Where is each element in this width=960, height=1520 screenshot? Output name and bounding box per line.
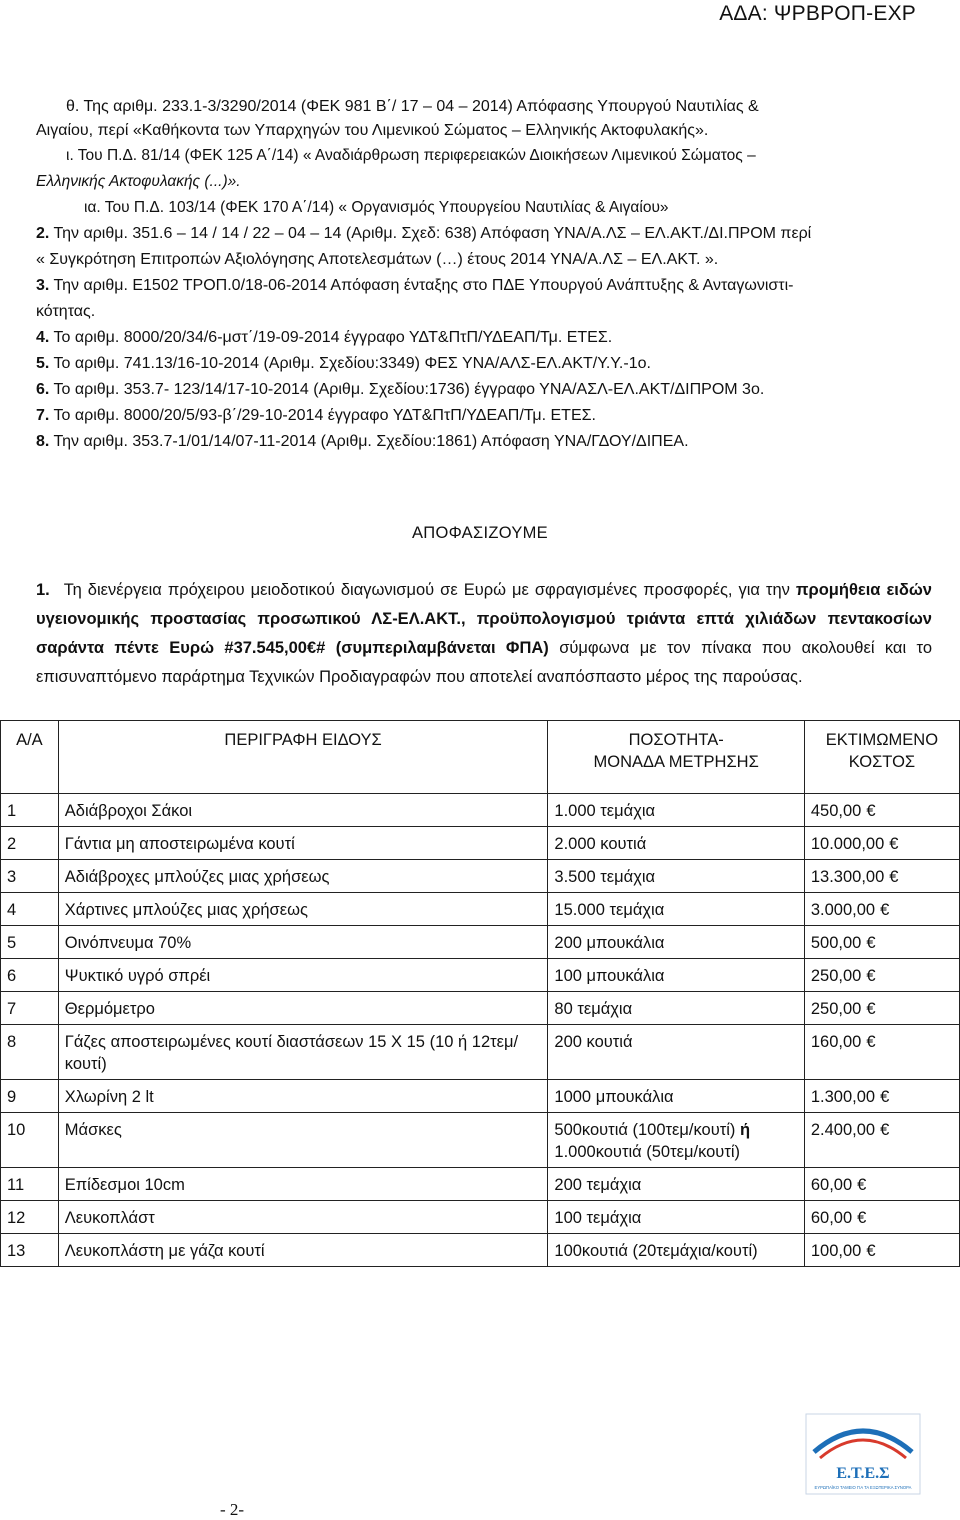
paragraph-1-text-b: σύμφωνα με τον πίνακα που ακολουθεί και το επισυναπτόμενο παράρτημα Τεχνικών Προδιαγραφών που αποτελεί αναπόσπαστο μέρος της παρούσας. [36, 639, 932, 686]
row-description: Θερμόμετρο [58, 992, 548, 1025]
ref-iota [36, 143, 928, 169]
ref-7-num: 7. [36, 407, 50, 424]
row-quantity [548, 1168, 804, 1201]
header-description: ΠΕΡΙΓΡΑΦΗ ΕΙΔΟΥΣ [58, 721, 548, 794]
row-number: 10 [1, 1113, 59, 1168]
row-cost [804, 992, 959, 1025]
row-description: Λευκοπλάστη με γάζα κουτί [58, 1234, 548, 1267]
row-cost-value: 2.400,00 [810, 1121, 876, 1139]
row-quantity-value: 3.500 τεμάχια [554, 868, 656, 886]
table-body [1, 794, 960, 1267]
row-cost-value: 250,00 [810, 967, 862, 985]
table-header-row [1, 721, 960, 794]
decision-heading: ΑΠΟΦΑΣΙΖΟΥΜΕ [412, 524, 548, 542]
ref-4-num: 4. [36, 329, 50, 346]
row-cost-currency: € [880, 1121, 890, 1139]
row-number: 5 [1, 926, 59, 959]
table-row [1, 1201, 960, 1234]
header-cost [804, 721, 959, 794]
table-row [1, 959, 960, 992]
ref-3-text: Την αριθμ. Ε1502 ΤΡΟΠ.0/18-06-2014 Απόφαση ένταξης στο ΠΔΕ Υπουργού Ανάπτυξης & Ανταγωνιστι- [53, 277, 794, 294]
row-quantity-value: 1.000 τεμάχια [554, 802, 656, 820]
row-description: Αδιάβροχοι Σάκοι [58, 794, 548, 827]
row-cost-currency: € [880, 901, 890, 919]
row-cost-currency: € [889, 835, 899, 853]
row-description: Επίδεσμοι 10cm [58, 1168, 548, 1201]
ref-7 [36, 403, 928, 429]
paragraph-1-num: 1. [36, 581, 50, 599]
row-cost-currency: € [866, 967, 876, 985]
ref-iota-text: ι. Του Π.Δ. 81/14 (ΦΕΚ 125 Α΄/14) « Αναδιάρθρωση περιφερειακών Διοικήσεων Λιμενικού Σώματος – [66, 147, 756, 164]
ref-2-text: Την αριθμ. 351.6 – 14 / 14 / 22 – 04 – 14 (Αριθμ. Σχεδ: 638) Απόφαση ΥΝΑ/Α.ΛΣ – ΕΛ.ΑΚΤ./ΔΙ.ΠΡΟΜ περί [53, 225, 812, 242]
ref-6-num: 6. [36, 381, 50, 398]
row-quantity-or: ή [740, 1121, 751, 1139]
row-quantity [548, 1080, 804, 1113]
table-row [1, 1168, 960, 1201]
ref-ia: ια. Του Π.Δ. 103/14 (ΦΕΚ 170 Α΄/14) « Οργανισμός Υπουργείου Ναυτιλίας & Αιγαίου» [84, 199, 669, 216]
row-description: Αδιάβροχες μπλούζες μιας χρήσεως [58, 860, 548, 893]
row-cost [804, 959, 959, 992]
row-cost-currency: € [866, 1000, 876, 1018]
row-cost-currency: € [866, 1033, 876, 1051]
ref-8 [36, 429, 928, 455]
row-number: 7 [1, 992, 59, 1025]
ref-theta: θ. Της αριθμ. 233.1-3/3290/2014 (ΦΕΚ 981 Β΄/ 17 – 04 – 2014) Απόφασης Υπουργού Ναυτιλίας & [66, 98, 759, 115]
ref-theta-cont: Αιγαίου, περί «Καθήκοντα των Υπαρχηγών του Λιμενικού Σώματος – Ελληνικής Ακτοφυλακής». [36, 122, 709, 139]
row-cost [804, 926, 959, 959]
row-quantity [548, 827, 804, 860]
row-cost [804, 1080, 959, 1113]
row-cost [804, 1201, 959, 1234]
row-cost-value: 3.000,00 [810, 901, 876, 919]
row-cost-currency: € [857, 1209, 867, 1227]
table-row [1, 794, 960, 827]
ref-8-num: 8. [36, 433, 50, 450]
header-cost-l1: ΕΚΤΙΜΩΜΕΝΟ [825, 731, 939, 749]
ref-3-cont: κότητας. [36, 303, 96, 320]
table-row [1, 827, 960, 860]
row-cost [804, 1113, 959, 1168]
ref-2-num: 2. [36, 225, 50, 242]
logo-text: Ε.Τ.Ε.Σ [836, 1465, 890, 1482]
row-number: 8 [1, 1025, 59, 1080]
table-row [1, 1234, 960, 1267]
row-quantity-value: 15.000 τεμάχια [554, 901, 665, 919]
ada-code: ΑΔΑ: ΨΡΒΡΟΠ-ΕΧΡ [719, 2, 916, 25]
row-quantity [548, 1025, 804, 1080]
row-cost [804, 860, 959, 893]
ref-3-num: 3. [36, 277, 50, 294]
row-number: 6 [1, 959, 59, 992]
row-number: 2 [1, 827, 59, 860]
row-cost-value: 1.300,00 [810, 1088, 876, 1106]
row-quantity-value: 500κουτιά (100τεμ/κουτί) [554, 1121, 736, 1139]
row-quantity [548, 959, 804, 992]
row-cost-value: 500,00 [810, 934, 862, 952]
row-quantity-value: 200 κουτιά [554, 1033, 633, 1051]
row-cost-value: 13.300,00 [810, 868, 885, 886]
row-description: Γάντια μη αποστειρωμένα κουτί [58, 827, 548, 860]
row-quantity-value: 200 τεμάχια [554, 1176, 642, 1194]
ref-4-text: Το αριθμ. 8000/20/34/6-μστ΄/19-09-2014 έγγραφο ΥΔΤ&ΠτΠ/ΥΔΕΑΠ/Τμ. ΕΤΕΣ. [53, 329, 613, 346]
row-number: 1 [1, 794, 59, 827]
etes-logo [804, 1412, 922, 1496]
row-quantity [548, 794, 804, 827]
paragraph-1-bold-b: , προϋπολογισμού τριάντα επτά χιλιάδων πεντακοσίων σαράντα πέντε Ευρώ #37.545,00€# (συμπεριλαμβάνεται ΦΠΑ) [36, 610, 932, 657]
ref-6-text: Το αριθμ. 353.7- 123/14/17-10-2014 (Αριθμ. Σχεδίου:1736) έγγραφο ΥΝΑ/ΑΣΛ-ΕΛ.ΑΚΤ/ΔΙΠΡΟΜ 3ο. [53, 381, 765, 398]
header-quantity [548, 721, 804, 794]
row-quantity-value: 2.000 κουτιά [554, 835, 647, 853]
row-number: 3 [1, 860, 59, 893]
row-number: 11 [1, 1168, 59, 1201]
row-cost-currency: € [857, 1176, 867, 1194]
ref-8-text: Την αριθμ. 353.7-1/01/14/07-11-2014 (Αριθμ. Σχεδίου:1861) Απόφαση ΥΝΑ/ΓΔΟΥ/ΔΙΠΕΑ. [53, 433, 689, 450]
row-cost-value: 100,00 [810, 1242, 862, 1260]
table-row [1, 893, 960, 926]
ref-7-text: Το αριθμ. 8000/20/5/93-β΄/29-10-2014 έγγραφο ΥΔΤ&ΠτΠ/ΥΔΕΑΠ/Τμ. ΕΤΕΣ. [53, 407, 596, 424]
header-quantity-l1: ΠΟΣΟΤΗΤΑ- [628, 731, 724, 749]
row-quantity-value: 1000 μπουκάλια [554, 1088, 674, 1106]
row-quantity-value: 100κουτιά (20τεμάχια/κουτί) [554, 1242, 758, 1260]
row-description: Οινόπνευμα 70% [58, 926, 548, 959]
ref-5-text: Το αριθμ. 741.13/16-10-2014 (Αριθμ. Σχεδίου:3349) ΦΕΣ ΥΝΑ/ΑΛΣ-ΕΛ.ΑΚΤ/Υ.Υ.-1ο. [53, 355, 651, 372]
ref-iota-cont: Ελληνικής Ακτοφυλακής (...)». [36, 173, 241, 190]
row-cost [804, 827, 959, 860]
row-quantity-value: 80 τεμάχια [554, 1000, 633, 1018]
row-quantity-value: 200 μπουκάλια [554, 934, 665, 952]
row-quantity-value: 100 μπουκάλια [554, 967, 665, 985]
row-quantity [548, 992, 804, 1025]
row-quantity [548, 1234, 804, 1267]
row-number: 9 [1, 1080, 59, 1113]
table-row [1, 1025, 960, 1080]
row-cost-currency: € [889, 868, 899, 886]
references-list [36, 95, 928, 455]
table-row [1, 1113, 960, 1168]
row-quantity [548, 1113, 804, 1168]
row-description: Μάσκες [58, 1113, 548, 1168]
row-cost-currency: € [866, 802, 876, 820]
row-description: Χλωρίνη 2 lt [58, 1080, 548, 1113]
row-number: 12 [1, 1201, 59, 1234]
logo-subtext: ΕΥΡΩΠΑΪΚΟ ΤΑΜΕΙΟ ΓΙΑ ΤΑ ΕΞΩΤΕΡΙΚΑ ΣΥΝΟΡΑ [814, 1485, 912, 1490]
row-number: 4 [1, 893, 59, 926]
row-description: Γάζες αποστειρωμένες κουτί διαστάσεων 15 Χ 15 (10 ή 12τεμ/κουτί) [58, 1025, 548, 1080]
ref-2 [36, 221, 928, 247]
paragraph-1 [36, 576, 932, 692]
row-cost [804, 1234, 959, 1267]
row-description: Ψυκτικό υγρό σπρέι [58, 959, 548, 992]
header-quantity-l2: ΜΟΝΑΔΑ ΜΕΤΡΗΣΗΣ [593, 753, 759, 771]
row-quantity [548, 893, 804, 926]
row-cost-value: 60,00 [810, 1209, 853, 1227]
table-row [1, 992, 960, 1025]
row-cost-currency: € [866, 934, 876, 952]
row-cost [804, 893, 959, 926]
page-number: - 2- [220, 1500, 245, 1519]
ref-2-cont: « Συγκρότηση Επιτροπών Αξιολόγησης Αποτελεσμάτων (…) έτους 2014 ΥΝΑ/Α.ΛΣ – ΕΛ.ΑΚΤ. ». [36, 251, 719, 268]
row-quantity [548, 1201, 804, 1234]
ref-3 [36, 273, 928, 299]
row-description: Χάρτινες μπλούζες μιας χρήσεως [58, 893, 548, 926]
ref-6 [36, 377, 928, 403]
header-aa: Α/Α [1, 721, 59, 794]
row-cost-value: 250,00 [810, 1000, 862, 1018]
ref-5-num: 5. [36, 355, 50, 372]
items-table [0, 720, 960, 1267]
row-cost-currency: € [880, 1088, 890, 1106]
paragraph-1-text-a: Τη διενέργεια πρόχειρου μειοδοτικού διαγωνισμού σε Ευρώ με σφραγισμένες προσφορές, για την [63, 581, 790, 599]
row-cost-value: 160,00 [810, 1033, 862, 1051]
header-cost-l2: ΚΟΣΤΟΣ [848, 753, 916, 771]
row-cost-value: 10.000,00 [810, 835, 885, 853]
row-cost-value: 450,00 [810, 802, 862, 820]
table-row [1, 860, 960, 893]
table-row [1, 1080, 960, 1113]
row-description: Λευκοπλάστ [58, 1201, 548, 1234]
ref-4 [36, 325, 928, 351]
row-cost [804, 1025, 959, 1080]
row-cost [804, 1168, 959, 1201]
row-number: 13 [1, 1234, 59, 1267]
table-row [1, 926, 960, 959]
ref-5 [36, 351, 928, 377]
row-quantity-value: 100 τεμάχια [554, 1209, 642, 1227]
row-quantity [548, 926, 804, 959]
row-cost-currency: € [866, 1242, 876, 1260]
row-cost [804, 794, 959, 827]
row-cost-value: 60,00 [810, 1176, 853, 1194]
row-quantity [548, 860, 804, 893]
paragraph-1-bold-a: προμήθεια ειδών υγειονομικής προστασίας προσωπικού ΛΣ-ΕΛ.ΑΚΤ. [36, 581, 932, 628]
row-quantity-alt: 1.000κουτιά (50τεμ/κουτί) [554, 1143, 740, 1161]
